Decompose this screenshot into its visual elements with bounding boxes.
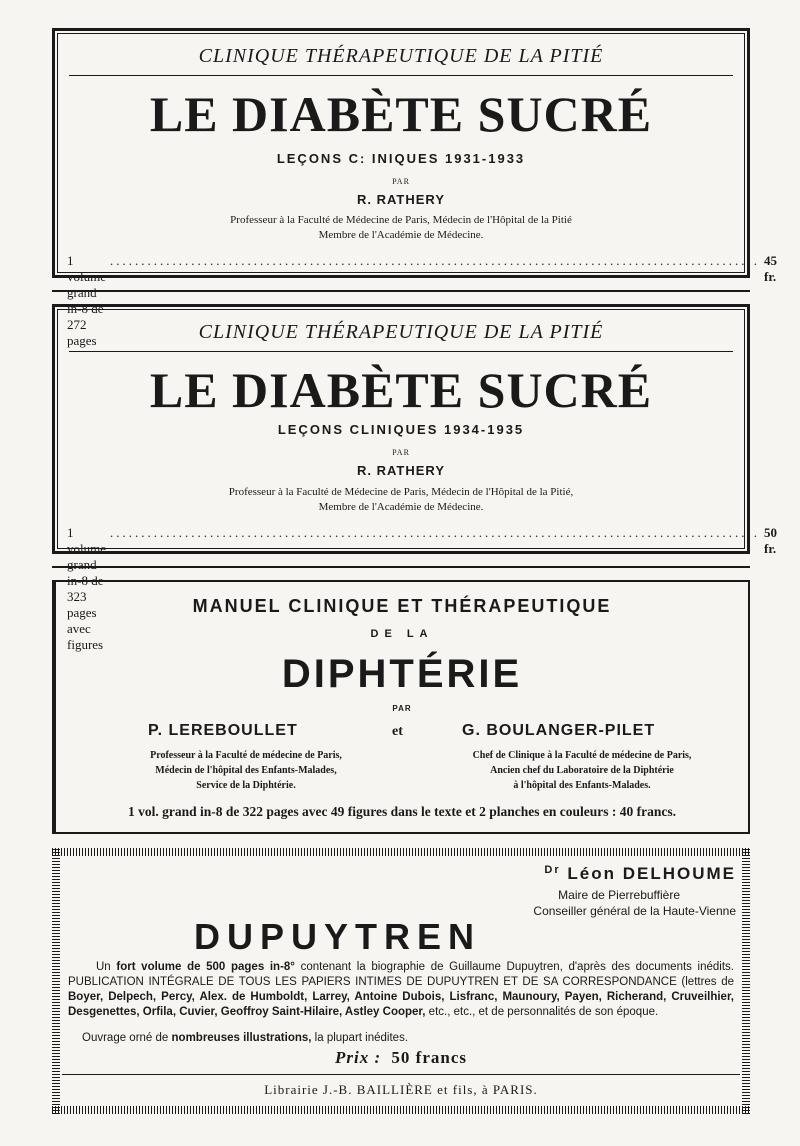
dot-leader: ........................................................................................................ xyxy=(110,253,760,268)
ad-diabete-1931 xyxy=(52,28,777,348)
ad-description xyxy=(68,960,734,1020)
ad-publisher: Librairie J.-B. BAILLIÈRE et fils, à PARIS. xyxy=(264,1082,538,1097)
ad-author: R. RATHERY xyxy=(357,192,445,207)
ad-et: et xyxy=(392,724,403,739)
ad-header: CLINIQUE THÉRAPEUTIQUE DE LA PITIÉ xyxy=(198,45,604,67)
ad-title: DUPUYTREN xyxy=(194,916,482,957)
ad-right-credentials xyxy=(432,748,732,793)
ad-header: CLINIQUE THÉRAPEUTIQUE DE LA PITIÉ xyxy=(198,321,604,343)
prix-value: 50 francs xyxy=(391,1048,467,1067)
ad-author-left: P. LEREBOULLET xyxy=(148,722,298,739)
ad-credentials-2: Membre de l'Académie de Médecine. xyxy=(318,501,484,513)
ad-left-credentials xyxy=(96,748,396,793)
ad-subtitle: LEÇONS C: INIQUES 1931-1933 xyxy=(276,151,526,166)
author-prefix: Dr xyxy=(544,864,561,876)
header-rule xyxy=(69,75,733,76)
desc-bold: fort volume de 500 pages in-8° xyxy=(116,961,295,973)
desc-names: Boyer, Delpech, Percy, Alex. de Humboldt, Larrey, Antoine Dubois, Lisfranc, Maunoury, Payen, Richerand, Cruveilhier, Desgenettes, Orfila, Cuvier, Geoffroy Saint-Hilaire, Astley Cooper, xyxy=(68,991,734,1018)
ad-de-la: DE LA xyxy=(370,628,434,640)
ad-credentials-1: Professeur à la Faculté de Médecine de Paris, Médecin de l'Hôpital de la Pitié, xyxy=(228,486,574,498)
ad-diphterie xyxy=(52,580,750,834)
ad-author-right: G. BOULANGER-PILET xyxy=(462,722,656,739)
ad-author: R. RATHERY xyxy=(357,463,445,478)
ad-role-2: Conseiller général de la Haute-Vienne xyxy=(533,904,736,918)
desc-text: Un xyxy=(96,961,111,973)
left-cred-line: Service de la Diphtérie. xyxy=(196,780,296,791)
ad-dupuytren xyxy=(52,848,750,1114)
ad-volume: 1 volume grand in-8 de 323 pages avec figures xyxy=(67,525,106,652)
ad-orne-line xyxy=(82,1032,408,1044)
orne-text: Ouvrage orné de xyxy=(82,1032,169,1044)
ad-role-1: Maire de Pierrebuffière xyxy=(558,888,680,902)
ad-par: PAR xyxy=(392,448,410,457)
ad-prix-line xyxy=(52,1048,750,1068)
ad-par: PAR xyxy=(392,704,412,713)
right-cred-line: à l'hôpital des Enfants-Malades. xyxy=(513,780,651,791)
orne-bold: nombreuses illustrations, xyxy=(171,1032,312,1044)
publisher-rule xyxy=(62,1074,740,1075)
hatch-border-bottom xyxy=(52,1106,750,1114)
header-rule xyxy=(69,351,733,352)
ad-par: PAR xyxy=(392,177,410,186)
right-cred-line: Ancien chef du Laboratoire de la Diphtérie xyxy=(490,765,674,776)
desc-text: etc., etc., et de personnalités de son époque. xyxy=(428,1006,659,1018)
ad-title: LE DIABÈTE SUCRÉ xyxy=(149,86,653,142)
ad-author-line xyxy=(544,864,736,884)
hatch-border-left xyxy=(52,848,60,1114)
left-cred-line: Professeur à la Faculté de médecine de Paris, xyxy=(150,750,342,761)
orne-text: la plupart inédites. xyxy=(314,1032,409,1044)
ad-credentials-1: Professeur à la Faculté de Médecine de Paris, Médecin de l'Hôpital de la Pitié xyxy=(230,214,572,226)
prix-label: Prix : xyxy=(335,1048,382,1067)
ad-title: DIPHTÉRIE xyxy=(281,652,523,696)
ad-credentials-2: Membre de l'Académie de Médecine. xyxy=(318,229,484,241)
ad-header: MANUEL CLINIQUE ET THÉRAPEUTIQUE xyxy=(192,596,612,616)
ad-price: 50 fr. xyxy=(764,525,777,556)
ad-subtitle: LEÇONS CLINIQUES 1934-1935 xyxy=(277,422,525,437)
hatch-border-right xyxy=(742,848,750,1114)
ad-title: LE DIABÈTE SUCRÉ xyxy=(149,362,653,418)
hatch-border-top xyxy=(52,848,750,856)
ad-volume: 1 vol. grand in-8 de 322 pages avec 49 figures dans le texte et 2 planches en couleurs : 40 francs. xyxy=(128,804,676,819)
ad-author: Léon DELHOUME xyxy=(567,864,736,883)
separator-rule xyxy=(52,290,750,292)
right-cred-line: Chef de Clinique à la Faculté de médecine de Paris, xyxy=(472,750,692,761)
desc-text: contenant la biographie de Guillaume Dupuytren, d'après des documents inédits. PUBLICATION INTÉGRALE DE TOUS LES PAPIERS INTIMES DE DUPUYTREN ET DE SA CORRESPONDANCE (lettres de xyxy=(68,961,734,988)
dot-leader: ........................................................................................................ xyxy=(110,525,760,540)
ad-volume: 1 volume grand in-8 de 272 pages xyxy=(67,253,106,348)
left-cred-line: Médecin de l'hôpital des Enfants-Malades, xyxy=(155,765,337,776)
separator-rule xyxy=(52,566,750,568)
ad-price: 45 fr. xyxy=(764,253,777,284)
